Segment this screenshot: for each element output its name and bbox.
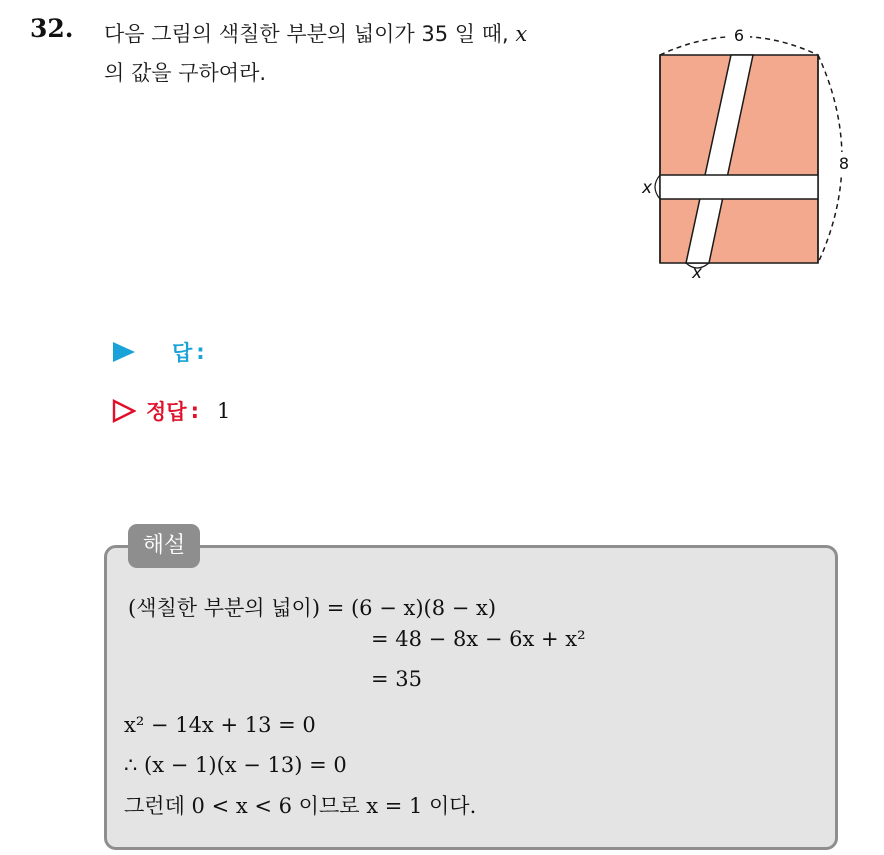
solution-line-2: = 48 − 8x − 6x + x² xyxy=(371,627,586,651)
correct-answer-row xyxy=(112,396,230,426)
question-text-line1 xyxy=(104,18,527,48)
play-arrow-icon xyxy=(112,340,136,364)
question-variable: x xyxy=(515,22,528,46)
strip-label-bottom: x xyxy=(691,263,703,283)
horizontal-strip xyxy=(660,175,818,199)
answer-row xyxy=(112,337,205,367)
question-text: 다음 그림의 색칠한 부분의 넓이가 35 일 때, xyxy=(104,22,509,46)
solution-line-4: x² − 14x + 13 = 0 xyxy=(124,713,316,737)
solution-line-3: = 35 xyxy=(371,667,422,691)
question-number: 32. xyxy=(30,14,74,43)
solution-line-1: (색칠한 부분의 넓이) = (6 − x)(8 − x) xyxy=(128,596,497,620)
answer-label: 답 xyxy=(172,341,193,365)
height-label: 8 xyxy=(838,154,850,173)
solution-tab: 해설 xyxy=(128,524,200,568)
rectangle-figure xyxy=(636,20,862,285)
outline-arrow-icon xyxy=(112,399,136,423)
solution-line-5: ∴ (x − 1)(x − 13) = 0 xyxy=(124,753,347,777)
solution-line-6: 그런데 0 < x < 6 이므로 x = 1 이다. xyxy=(124,794,477,818)
question-text-line2: 의 값을 구하여라. xyxy=(104,61,267,85)
correct-answer-label: 정답 xyxy=(146,400,187,424)
answer-colon: : xyxy=(196,340,205,364)
width-label: 6 xyxy=(733,26,745,45)
correct-answer-colon: : xyxy=(190,399,199,423)
strip-label-left: x xyxy=(641,178,653,198)
correct-answer-value: 1 xyxy=(216,399,231,423)
